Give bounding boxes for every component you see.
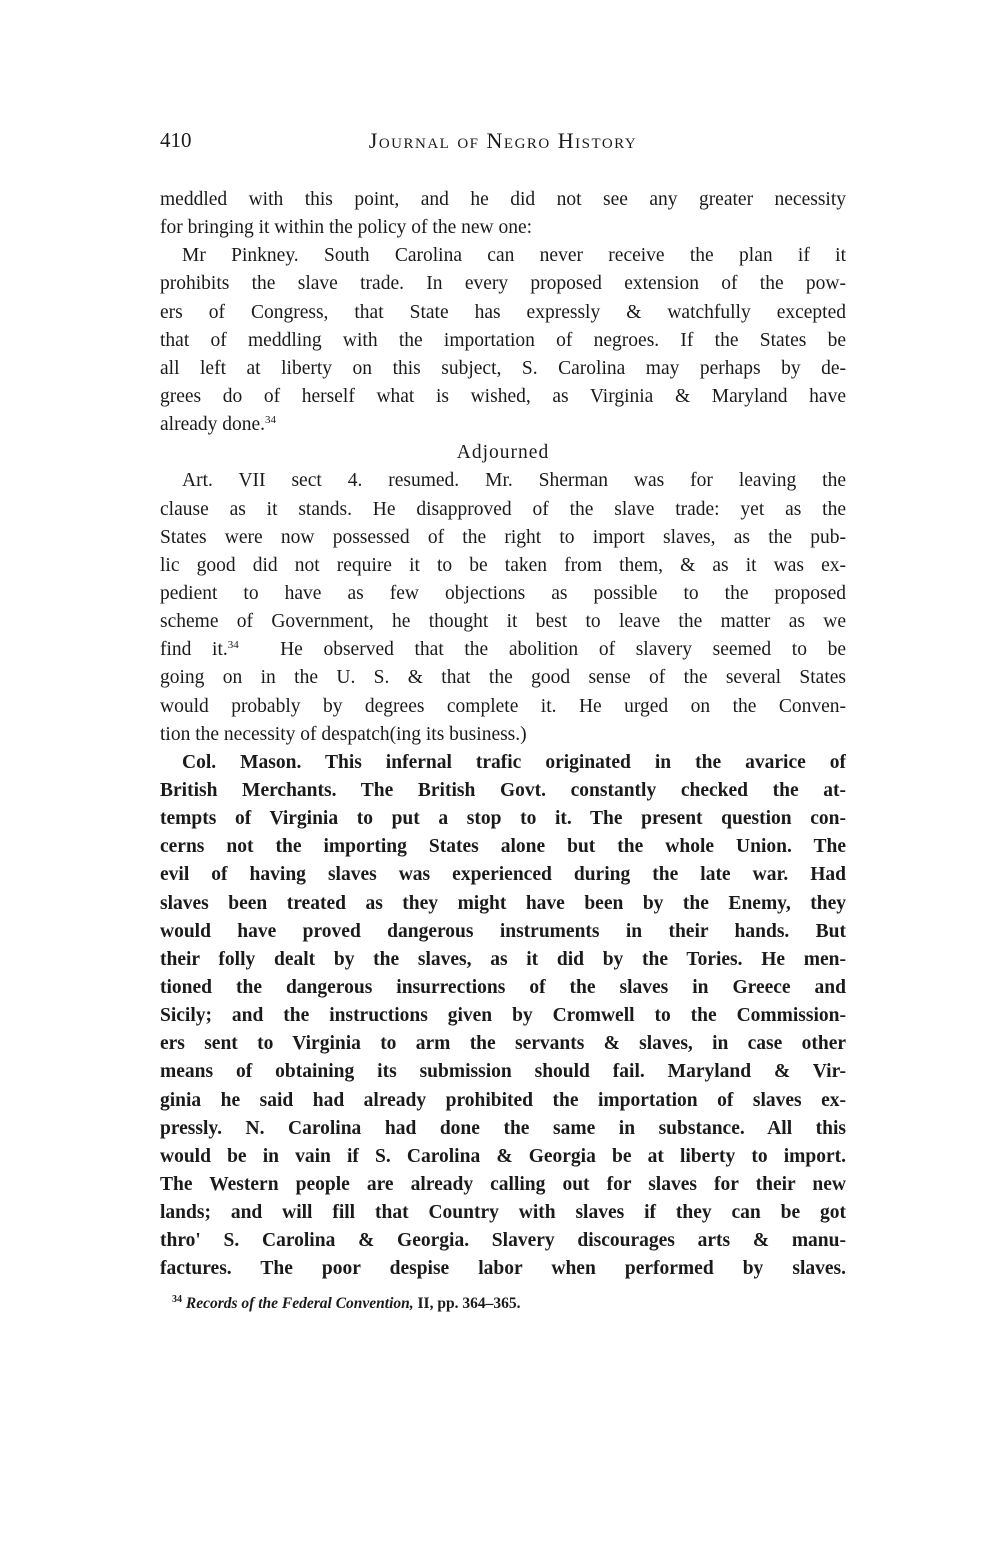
text-line: going on in the U. S. & that the good sense of the several States: [160, 667, 846, 689]
text-line: lands; and will fill that Country with slaves if they can be got: [160, 1202, 846, 1224]
text-line: tempts of Virginia to put a stop to it. The present question con-: [160, 808, 846, 830]
text-line: [160, 636, 846, 664]
text-line: Mr Pinkney. South Carolina can never receive the plan if it: [182, 245, 846, 267]
text-line: ers of Congress, that State has expressly & watchfully excepted: [160, 301, 846, 323]
text-line: clause as it stands. He disapproved of the slave trade: yet as the: [160, 498, 846, 520]
text-line: scheme of Government, he thought it best to leave the matter as we: [160, 611, 846, 633]
text-line: Art. VII sect 4. resumed. Mr. Sherman was for leaving the: [182, 470, 846, 492]
text-line: for bringing it within the policy of the new one:: [160, 217, 533, 239]
text-line: ers sent to Virginia to arm the servants & slaves, in case other: [160, 1033, 846, 1055]
text-line: ginia he said had already prohibited the importation of slaves ex-: [160, 1089, 846, 1111]
running-head: Journal of Negro History: [368, 128, 638, 153]
text-line: factures. The poor despise labor when performed by slaves.: [160, 1258, 846, 1280]
line-text: find it.: [160, 639, 228, 661]
adjourned-heading: Adjourned: [456, 442, 550, 464]
page-number: 410: [160, 128, 192, 152]
text-line: meddled with this point, and he did not see any greater necessity: [160, 189, 846, 210]
text-line: Sicily; and the instructions given by Cromwell to the Commission-: [160, 1005, 846, 1027]
footnote-title: Records of the Federal Convention,: [185, 1295, 414, 1312]
line-text: He observed that the abolition of slavery seemed to be: [280, 639, 846, 661]
text-line: lic good did not require it to be taken from them, & as it was ex-: [160, 554, 846, 576]
line-text: already done.: [160, 414, 266, 436]
text-line: would have proved dangerous instruments in their hands. But: [160, 920, 846, 942]
text-line: tion the necessity of despatch(ing its business.): [160, 723, 527, 745]
footnote-citation: II, pp. 364–365.: [413, 1295, 521, 1312]
footnote-ref: 34: [265, 414, 277, 427]
text-line: The Western people are already calling out for slaves for their new: [160, 1173, 846, 1195]
text-line: would be in vain if S. Carolina & Georgia be at liberty to import.: [160, 1145, 846, 1167]
text-line: their folly dealt by the slaves, as it did by the Tories. He men-: [160, 948, 846, 970]
text-line: prohibits the slave trade. In every proposed extension of the pow-: [160, 273, 846, 295]
footnote: [172, 1295, 846, 1313]
text-line: States were now possessed of the right to import slaves, as the pub-: [160, 526, 846, 548]
text-line: means of obtaining its submission should fail. Maryland & Vir-: [160, 1061, 846, 1083]
text-line: grees do of herself what is wished, as Virginia & Maryland have: [160, 385, 846, 407]
footnote-number: 34: [172, 1294, 182, 1305]
text-line: all left at liberty on this subject, S. Carolina may perhaps by de-: [160, 357, 846, 379]
text-line: British Merchants. The British Govt. constantly checked the at-: [160, 779, 846, 801]
text-line: [160, 411, 846, 439]
text-line: that of meddling with the importation of negroes. If the States be: [160, 329, 846, 351]
text-line: cerns not the importing States alone but the whole Union. The: [160, 836, 846, 858]
text-line: Col. Mason. This infernal trafic originated in the avarice of: [182, 751, 846, 773]
text-line: evil of having slaves was experienced during the late war. Had: [160, 864, 846, 886]
body-text: [160, 186, 846, 1283]
text-line: pressly. N. Carolina had done the same in substance. All this: [160, 1117, 846, 1139]
text-line: would probably by degrees complete it. He urged on the Conven-: [160, 695, 846, 717]
footnote-ref: 34: [227, 639, 239, 652]
text-line: pedient to have as few objections as possible to the proposed: [160, 582, 846, 604]
text-line: tioned the dangerous insurrections of the slaves in Greece and: [160, 976, 846, 998]
page-header: [160, 128, 846, 168]
text-line: slaves been treated as they might have been by the Enemy, they: [160, 892, 846, 914]
text-line: thro' S. Carolina & Georgia. Slavery discourages arts & manu-: [160, 1230, 846, 1252]
